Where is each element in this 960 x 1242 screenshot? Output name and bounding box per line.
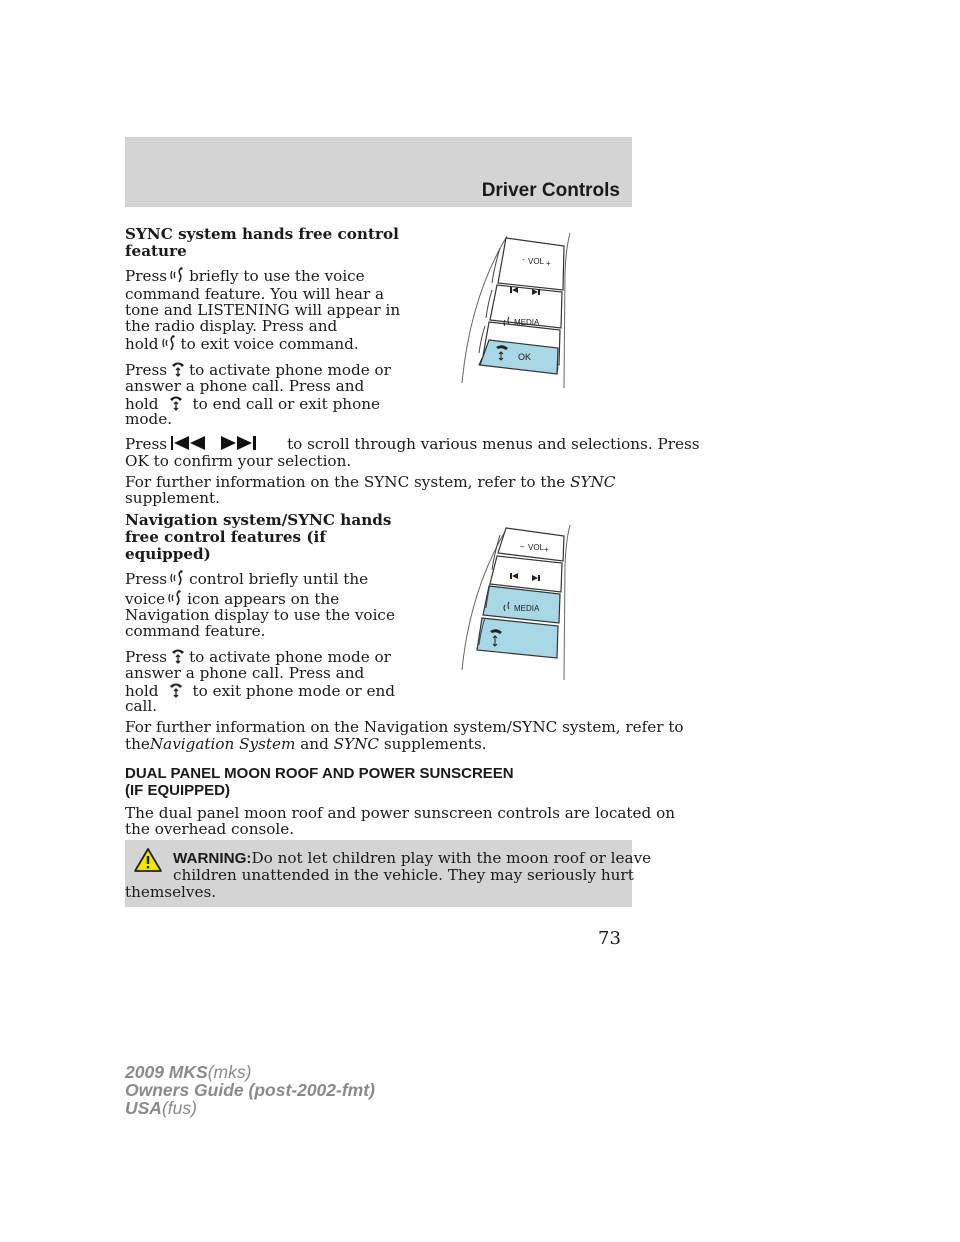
sync-p3-line1: Press to scroll through various menus and selections. Press <box>125 434 700 456</box>
phone-icon <box>167 681 185 703</box>
nav-p2-line2: answer a phone call. Press and <box>125 664 365 682</box>
vol-plus-label: + <box>544 545 549 554</box>
nav-p2-line3: hold to exit phone mode or end <box>125 681 395 703</box>
nav-p1-line1: Press control briefly until the <box>125 569 368 591</box>
media-label: MEDIA <box>514 318 540 327</box>
sync-p2-line4: mode. <box>125 410 173 428</box>
moonroof-heading-line1: DUAL PANEL MOON ROOF AND POWER SUNSCREEN <box>125 765 514 782</box>
nav-heading-line2: free control features (if <box>125 528 326 546</box>
sync-heading-line1: SYNC system hands free control <box>125 225 399 243</box>
vol-label: VOL <box>528 257 545 266</box>
sync-p1-line1: Press briefly to use the voice <box>125 266 365 288</box>
nav-p2-line4: call. <box>125 697 158 715</box>
section-header-band <box>125 137 632 207</box>
nav-p3-line2: theNavigation System and SYNC supplements. <box>125 735 487 753</box>
voice-icon <box>169 569 187 591</box>
footer-line2: Owners Guide (post-2002-fmt) <box>125 1080 375 1100</box>
page-number: 73 <box>598 928 621 949</box>
vol-plus-label: + <box>546 259 551 268</box>
vol-label: VOL <box>528 543 545 552</box>
steering-controls-diagram-nav <box>452 520 572 680</box>
sync-p2-line1: Press to activate phone mode or <box>125 360 391 382</box>
sync-p2-line3: hold to end call or exit phone <box>125 394 380 416</box>
document-footer <box>125 1063 375 1117</box>
nav-p1-line4: command feature. <box>125 622 266 640</box>
nav-heading-line1: Navigation system/SYNC hands <box>125 511 392 529</box>
sync-p4-line2: supplement. <box>125 489 220 507</box>
section-title: Driver Controls <box>481 180 620 201</box>
moonroof-p1-line2: the overhead console. <box>125 820 295 838</box>
media-label: MEDIA <box>514 604 540 613</box>
nav-p3-line1: For further information on the Navigation system/SYNC system, refer to <box>125 718 684 736</box>
sync-p1-line3: tone and LISTENING will appear in <box>125 301 401 319</box>
steering-controls-diagram-sync <box>452 228 572 388</box>
sync-p1-line4: the radio display. Press and <box>125 317 338 335</box>
vol-minus-label: - <box>522 255 525 264</box>
moonroof-p1-line1: The dual panel moon roof and power sunscreen controls are located on <box>125 804 675 822</box>
footer-line1: 2009 MKS(mks) <box>125 1062 252 1082</box>
sync-p2-line2: answer a phone call. Press and <box>125 377 365 395</box>
moonroof-heading-line2: (IF EQUIPPED) <box>125 782 231 799</box>
warning-line3: themselves. <box>125 883 217 901</box>
vol-minus-label: – <box>520 542 525 551</box>
voice-icon <box>161 334 179 356</box>
nav-p1-line2: voice icon appears on the <box>125 589 339 611</box>
ok-label: OK <box>518 352 532 362</box>
footer-line3: USA(fus) <box>125 1098 197 1118</box>
nav-heading-line3: equipped) <box>125 545 211 563</box>
warning-line1: WARNING:Do not let children play with the moon roof or leave <box>173 849 652 867</box>
sync-p1-line2: command feature. You will hear a <box>125 285 385 303</box>
sync-p4-line1: For further information on the SYNC system, refer to the SYNC <box>125 473 616 491</box>
nav-p2-line1: Press to activate phone mode or <box>125 647 391 669</box>
sync-p1-line5: hold to exit voice command. <box>125 334 359 356</box>
sync-heading-line2: feature <box>125 242 187 260</box>
warning-line2: children unattended in the vehicle. They may seriously hurt <box>173 866 634 884</box>
nav-p1-line3: Navigation display to use the voice <box>125 606 395 624</box>
warning-triangle-icon <box>133 847 163 877</box>
sync-p3-line2: OK to confirm your selection. <box>125 452 352 470</box>
